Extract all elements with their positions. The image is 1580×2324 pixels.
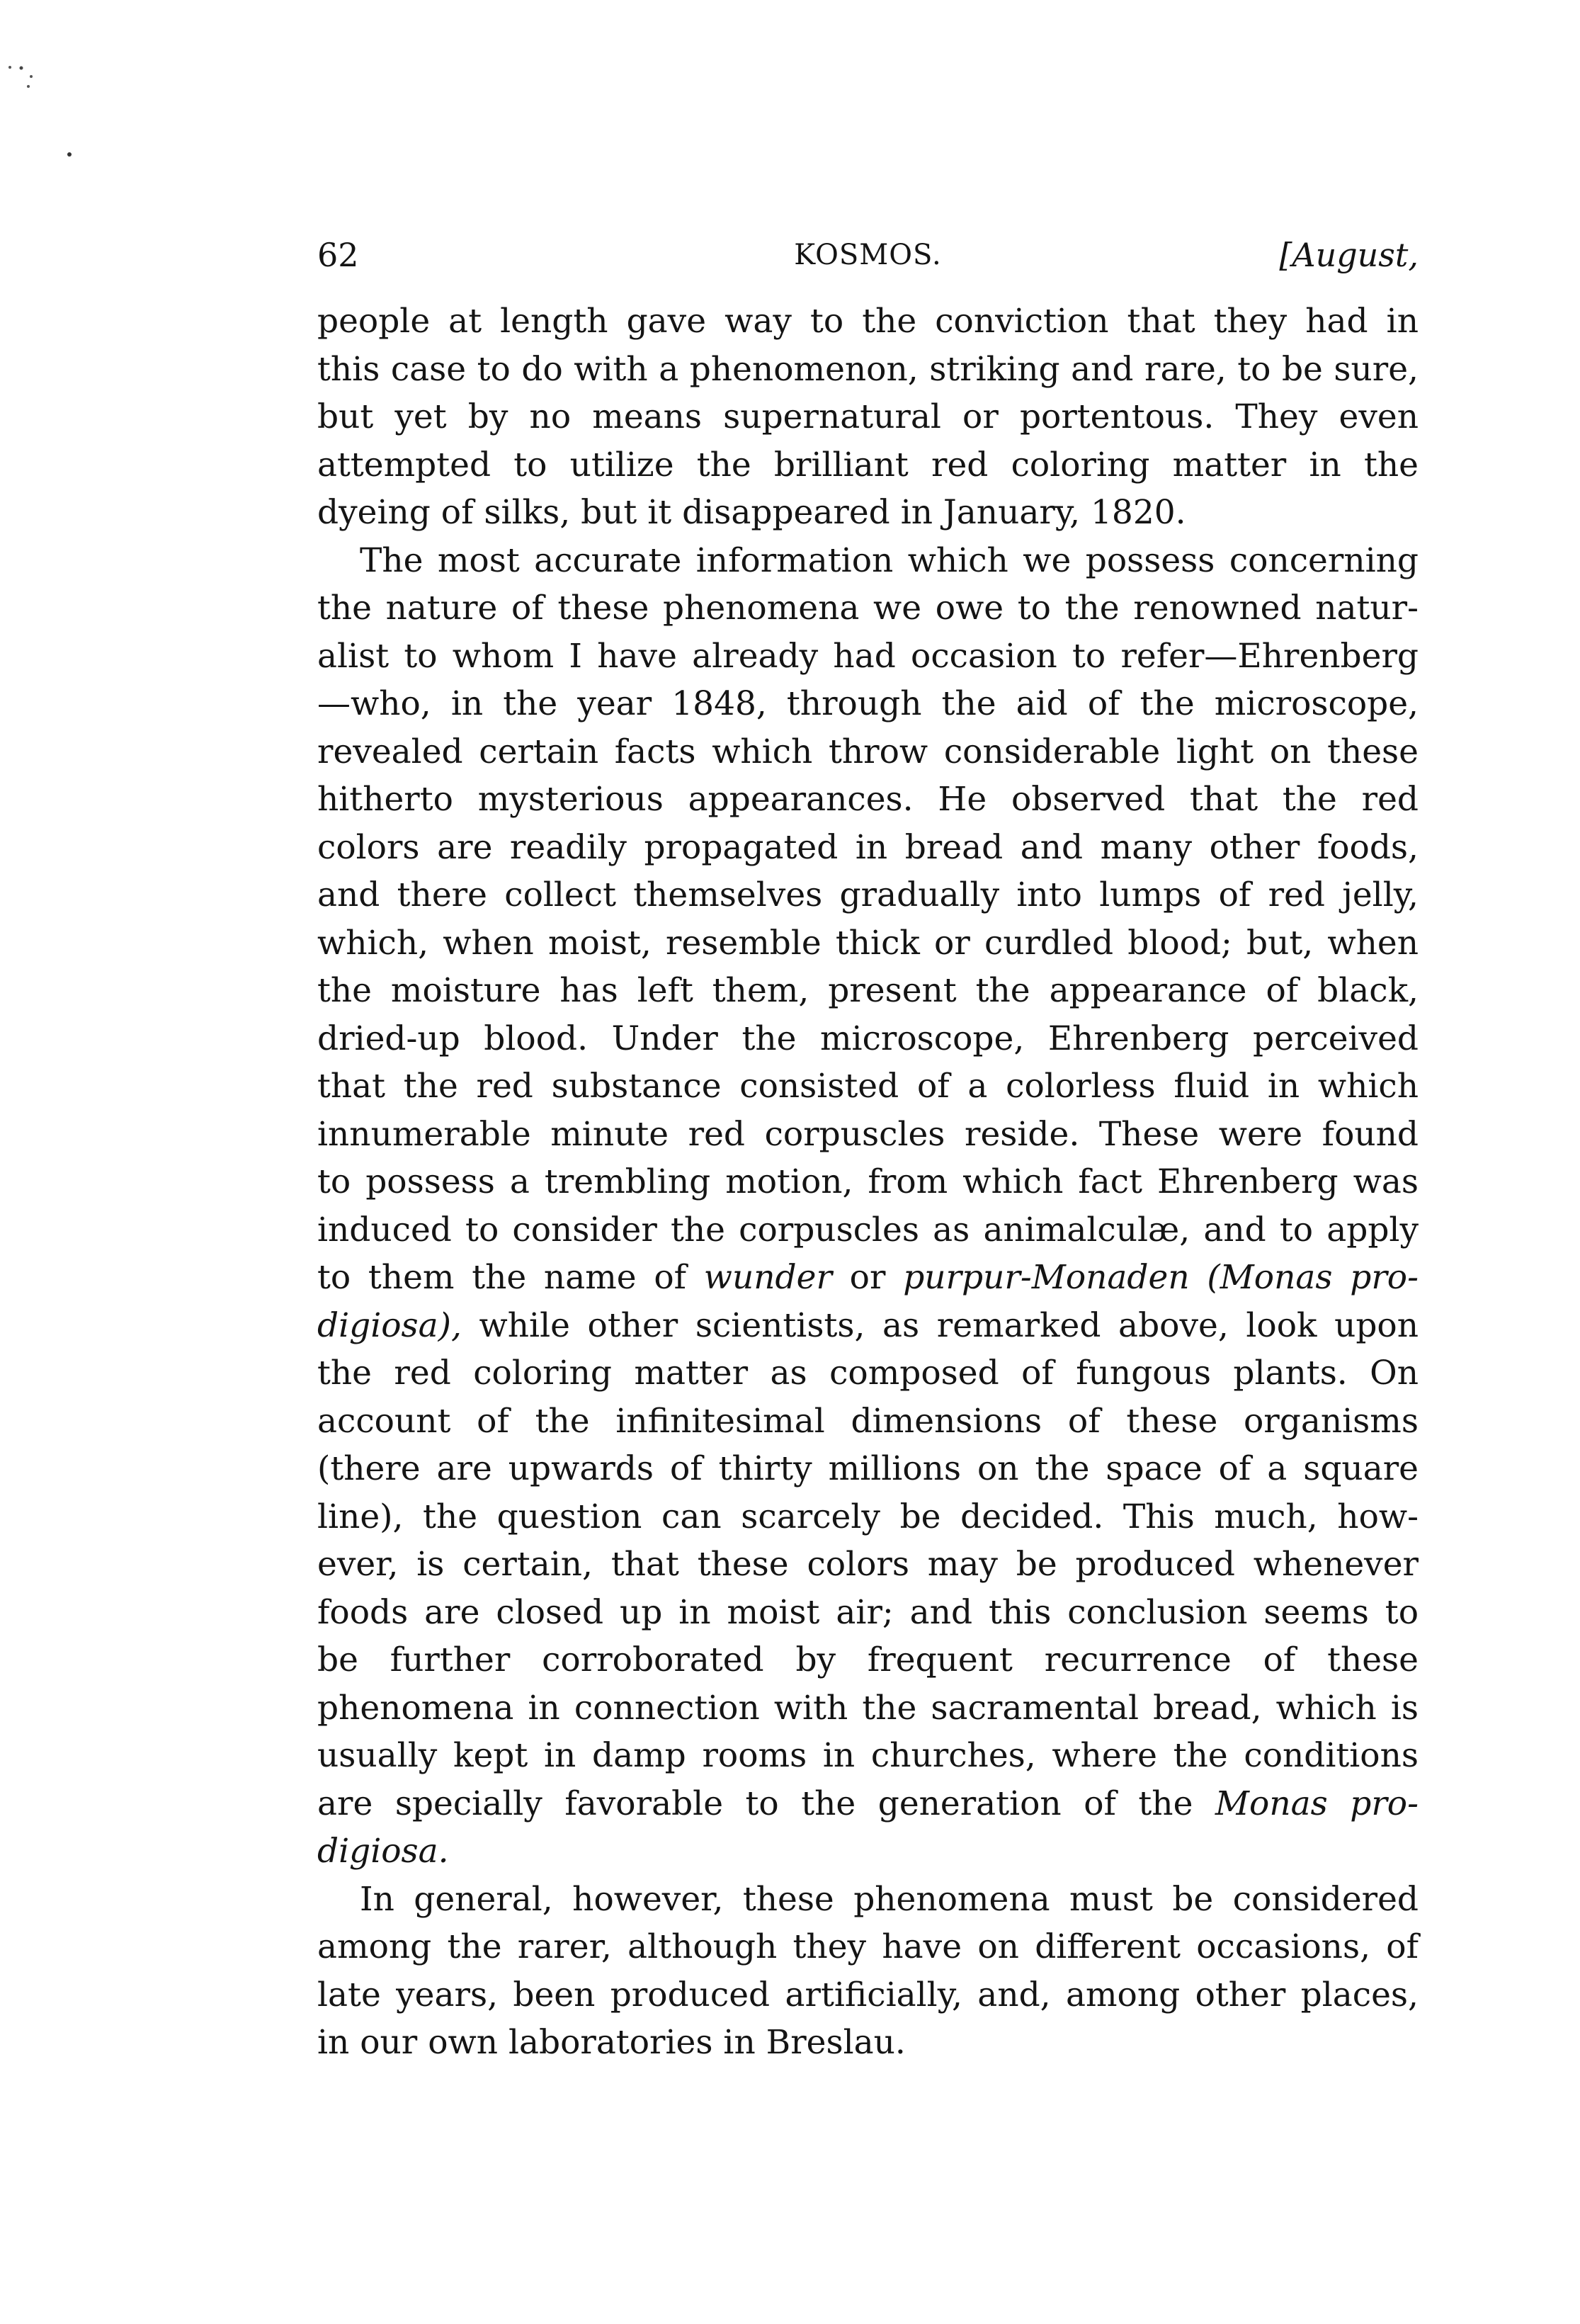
text-segment: in our own laboratories in Breslau. (317, 2023, 906, 2062)
text-segment: to possess a trembling motion, from which fact Ehrenberg was (317, 1162, 1419, 1201)
text-segment: people at length gave way to the conviction that they had in (317, 302, 1419, 341)
text-line (317, 776, 1419, 824)
text-segment: —who, in the year 1848, through the aid of the microscope, (317, 684, 1419, 723)
text-line (317, 393, 1419, 441)
text-line (317, 680, 1419, 728)
text-line (317, 1876, 1419, 1924)
paragraph (317, 537, 1419, 1876)
text-segment: the nature of these phenomena we owe to the renowned natur- (317, 589, 1419, 628)
header-month: [August, (1279, 236, 1419, 274)
text-line (317, 346, 1419, 394)
italic-text: digiosa. (317, 1832, 449, 1871)
page-number: 62 (317, 236, 359, 274)
text-segment: (there are upwards of thirty millions on the space of a square (317, 1449, 1419, 1488)
text-segment: revealed certain facts which throw considerable light on these (317, 732, 1419, 771)
text-segment: dyeing of silks, but it disappeared in January, 1820. (317, 493, 1186, 532)
italic-text: purpur-Monaden (Monas pro- (903, 1258, 1419, 1297)
text-segment: are specially favorable to the generation of the (317, 1784, 1215, 1823)
text-line (317, 1111, 1419, 1159)
speck (20, 67, 23, 70)
text-segment: account of the infinitesimal dimensions of these organisms (317, 1401, 1419, 1441)
text-line (317, 1206, 1419, 1254)
text-segment: alist to whom I have already had occasion to refer—Ehrenberg (317, 636, 1419, 676)
text-line (317, 1302, 1419, 1350)
speck (27, 85, 30, 88)
paragraph (317, 297, 1419, 537)
text-line (317, 824, 1419, 872)
text-segment: this case to do with a phenomenon, striking and rare, to be sure, (317, 349, 1419, 389)
text-line (317, 297, 1419, 346)
text-segment: usually kept in damp rooms in churches, where the conditions (317, 1736, 1419, 1775)
text-line (317, 1062, 1419, 1111)
text-segment: phenomena in connection with the sacramental bread, which is (317, 1688, 1419, 1728)
text-line (317, 584, 1419, 633)
text-line (317, 919, 1419, 968)
text-line (317, 537, 1419, 585)
page-header (317, 227, 1419, 283)
text-line (317, 489, 1419, 537)
text-segment: induced to consider the corpuscles as animalculæ, and to apply (317, 1210, 1419, 1249)
text-segment: to them the name of (317, 1258, 704, 1297)
text-line (317, 1445, 1419, 1493)
text-segment: the moisture has left them, present the appearance of black, (317, 971, 1419, 1010)
text-line (317, 1349, 1419, 1398)
italic-text: digiosa), (317, 1305, 462, 1345)
text-line (317, 967, 1419, 1015)
text-line (317, 441, 1419, 489)
text-segment: line), the question can scarcely be decided. This much, how- (317, 1497, 1419, 1536)
text-segment: colors are readily propagated in bread and many other foods, (317, 827, 1419, 867)
text-line (317, 1780, 1419, 1828)
text-segment: while other scientists, as remarked above, look upon (461, 1305, 1419, 1345)
text-line (317, 1541, 1419, 1589)
text-segment: that the red substance consisted of a colorless fluid in which (317, 1067, 1419, 1106)
italic-text: wunder (703, 1258, 832, 1297)
text-line (317, 1398, 1419, 1446)
text-line (317, 1493, 1419, 1541)
text-line (317, 2019, 1419, 2067)
text-line (317, 1971, 1419, 2019)
text-segment: which, when moist, resemble thick or curdled blood; but, when (317, 923, 1419, 963)
text-segment: but yet by no means supernatural or portentous. They even (317, 397, 1419, 436)
text-segment: be further corroborated by frequent recurrence of these (317, 1640, 1419, 1679)
text-line (317, 728, 1419, 776)
running-title: KOSMOS. (794, 239, 942, 271)
text-segment: among the rarer, although they have on different occasions, of (317, 1927, 1419, 1966)
text-segment: and there collect themselves gradually into lumps of red jelly, (317, 875, 1419, 914)
text-segment: or (831, 1258, 904, 1297)
text-segment: hitherto mysterious appearances. He observed that the red (317, 780, 1419, 819)
scan-specks (0, 0, 99, 184)
text-segment: The most accurate information which we possess concerning (360, 540, 1419, 580)
text-segment: the red coloring matter as composed of fungous plants. On (317, 1354, 1419, 1393)
text-line (317, 1923, 1419, 1971)
speck (8, 66, 11, 69)
paragraph (317, 1876, 1419, 2067)
speck (67, 152, 72, 157)
text-line (317, 1589, 1419, 1637)
text-segment: attempted to utilize the brilliant red coloring matter in the (317, 445, 1419, 484)
text-segment: ever, is certain, that these colors may be produced whenever (317, 1545, 1419, 1584)
text-line (317, 1827, 1419, 1876)
text-line (317, 1158, 1419, 1206)
text-line (317, 1732, 1419, 1780)
text-segment: In general, however, these phenomena must be considered (360, 1879, 1419, 1919)
text-segment: foods are closed up in moist air; and this conclusion seems to (317, 1592, 1419, 1632)
text-line (317, 1684, 1419, 1733)
text-segment: dried-up blood. Under the microscope, Ehrenberg perceived (317, 1019, 1419, 1058)
italic-text: Monas pro- (1215, 1784, 1419, 1823)
body-text (317, 297, 1419, 2067)
text-line (317, 1636, 1419, 1684)
text-segment: late years, been produced artificially, and, among other places, (317, 1975, 1419, 2014)
text-line (317, 1015, 1419, 1063)
speck (30, 75, 33, 78)
text-line (317, 633, 1419, 681)
text-line (317, 871, 1419, 919)
text-line (317, 1254, 1419, 1302)
text-segment: innumerable minute red corpuscles reside. These were found (317, 1114, 1419, 1154)
